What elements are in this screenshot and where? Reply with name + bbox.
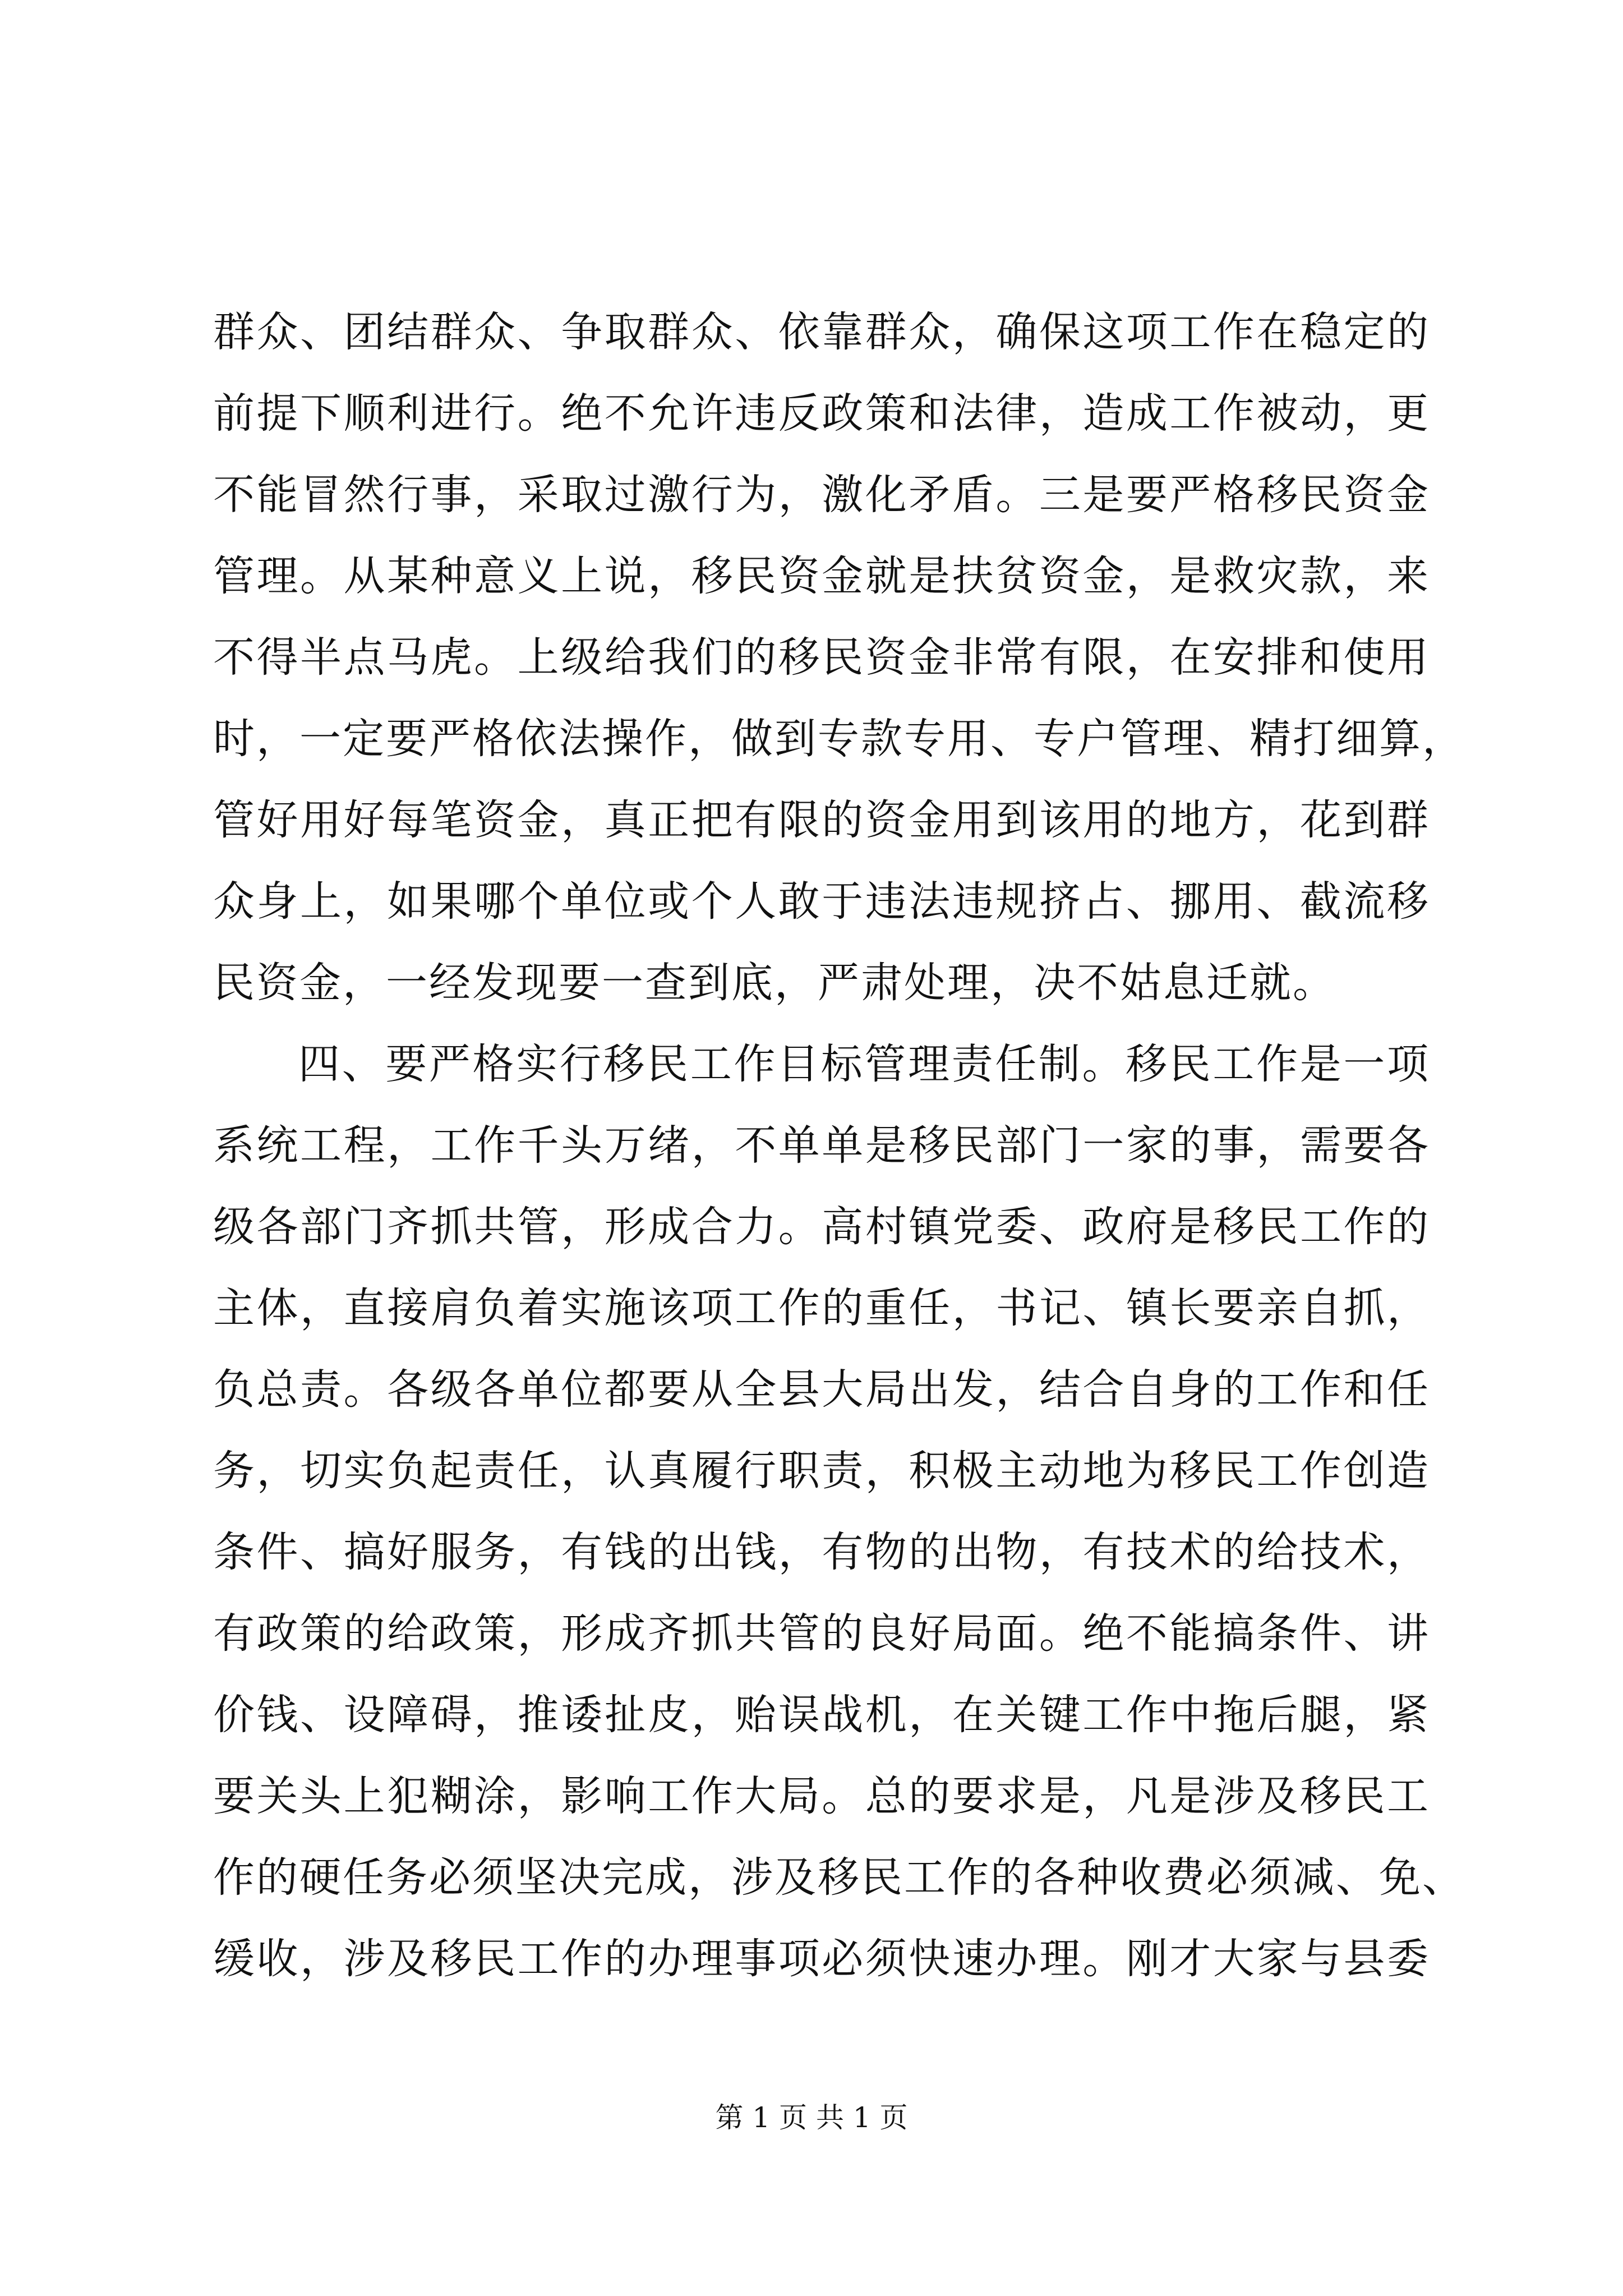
text-line: 级各部门齐抓共管，形成合力。高村镇党委、政府是移民工作的 xyxy=(213,1203,1430,1251)
text-line: 要关头上犯糊涂，影响工作大局。总的要求是，凡是涉及移民工 xyxy=(213,1772,1430,1820)
text-line: 管好用好每笔资金，真正把有限的资金用到该用的地方，花到群 xyxy=(213,796,1430,844)
text-line: 不能冒然行事，采取过激行为，激化矛盾。三是要严格移民资金 xyxy=(213,471,1430,519)
text-line: 价钱、设障碍，推诿扯皮，贻误战机，在关键工作中拖后腿，紧 xyxy=(213,1691,1430,1739)
text-line: 系统工程，工作千头万绪，不单单是移民部门一家的事，需要各 xyxy=(213,1121,1430,1170)
text-line: 负总责。各级各单位都要从全县大局出发，结合自身的工作和任 xyxy=(213,1365,1430,1414)
body-text xyxy=(213,292,1465,2000)
text-line: 时，一定要严格依法操作，做到专款专用、专户管理、精打细算， xyxy=(213,715,1465,763)
text-line: 不得半点马虎。上级给我们的移民资金非常有限，在安排和使用 xyxy=(213,633,1430,682)
text-line: 有政策的给政策，形成齐抓共管的良好局面。绝不能搞条件、讲 xyxy=(213,1609,1430,1658)
text-line: 条件、搞好服务，有钱的出钱，有物的出物，有技术的给技术， xyxy=(213,1528,1430,1576)
text-line: 群众、团结群众、争取群众、依靠群众，确保这项工作在稳定的 xyxy=(213,308,1430,356)
text-line: 管理。从某种意义上说，移民资金就是扶贫资金，是救灾款，来 xyxy=(213,552,1430,600)
text-line: 务，切实负起责任，认真履行职责，积极主动地为移民工作创造 xyxy=(213,1447,1430,1495)
paragraph-start-line: 四、要严格实行移民工作目标管理责任制。移民工作是一项 xyxy=(298,1040,1430,1088)
text-line: 缓收，涉及移民工作的办理事项必须快速办理。刚才大家与县委 xyxy=(213,1935,1430,1983)
text-line: 前提下顺利进行。绝不允许违反政策和法律，造成工作被动，更 xyxy=(213,389,1430,438)
text-line: 民资金，一经发现要一查到底，严肃处理，决不姑息迁就。 xyxy=(213,959,1336,1007)
text-line: 作的硬任务必须坚决完成，涉及移民工作的各种收费必须减、免、 xyxy=(213,1853,1465,1902)
text-line: 主体，直接肩负着实施该项工作的重任，书记、镇长要亲自抓， xyxy=(213,1284,1430,1332)
text-line: 众身上，如果哪个单位或个人敢于违法违规挤占、挪用、截流移 xyxy=(213,877,1430,926)
page-footer: 第 1 页 共 1 页 xyxy=(715,2101,908,2134)
